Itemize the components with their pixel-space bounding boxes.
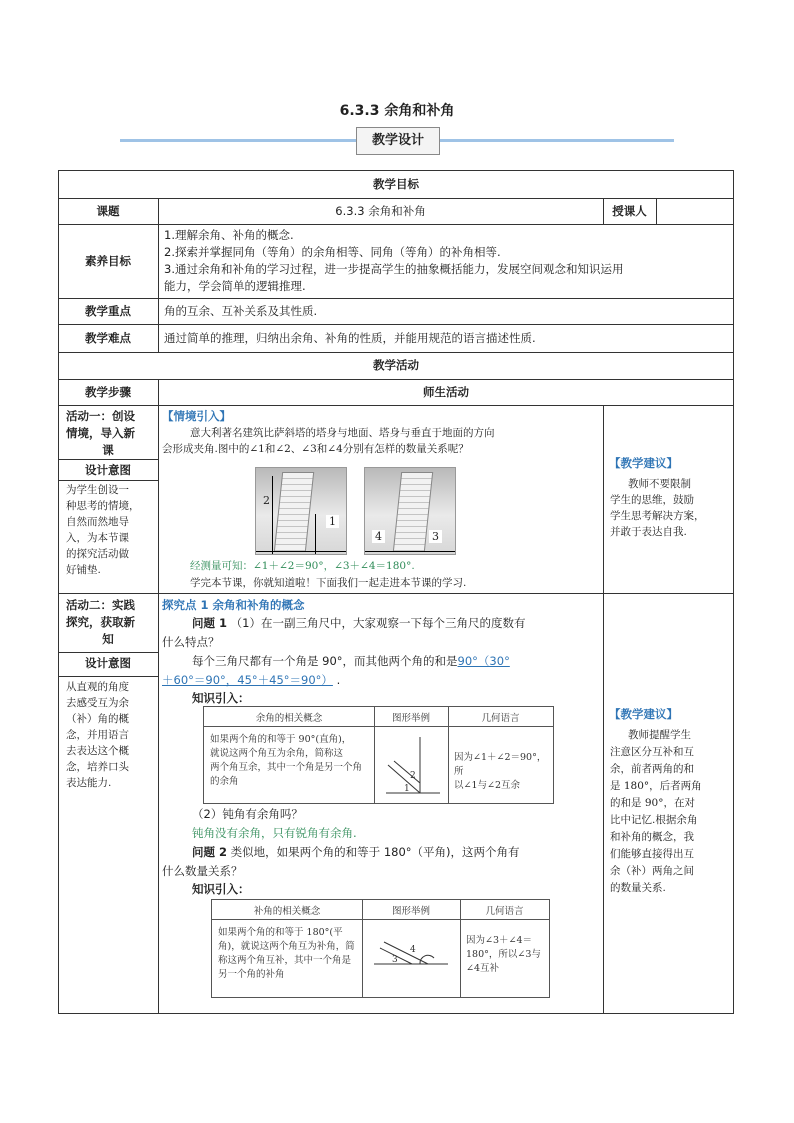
activity-label: 师生活动	[423, 385, 469, 399]
suggestion2-text: 教师提醒学生 注意区分互补和互 余，前者两角的和 是 180°，后者两角 的和是 90°，在对 比中记忆.根据余角 和补角的概念，我 们能够直接得出互 余（补）两角之间 的数量关系.	[610, 729, 702, 894]
comp-header-geometry: 几何语言	[481, 713, 520, 724]
complementary-angle-figure	[384, 731, 442, 797]
activities-header: 教学活动	[373, 358, 419, 372]
comp-header-figure: 图形举例	[391, 713, 430, 724]
banner-rule-left	[120, 139, 356, 142]
complementary-table	[203, 706, 554, 804]
focus-label: 教学重点	[85, 304, 131, 318]
question1b: （2）钝角有余角吗？	[192, 807, 303, 821]
scenario-title: 【情境引入】	[162, 409, 231, 423]
explore-title: 探究点 1 余角和补角的概念	[162, 598, 305, 612]
angle-label: 2	[410, 771, 416, 781]
angle-label: 3	[429, 530, 442, 543]
suggestion2-title: 【教学建议】	[609, 707, 678, 721]
literacy-item: 3.通过余角和补角的学习过程，进一步提高学生的抽象概括能力，发展空间观念和知识运用	[164, 262, 624, 276]
activity1-name: 活动一：创设 情境，导入新 课	[66, 409, 135, 457]
answer1: 每个三角尺都有一个角是 90°，而其他两个角的和是90°（30° ＋60°＝90°，45°＋45°＝90°） .	[162, 654, 510, 687]
activity2-intent-label: 设计意图	[85, 656, 131, 670]
literacy-item: 1.理解余角、补角的概念.	[164, 228, 294, 242]
activity1-intent-label: 设计意图	[85, 463, 131, 477]
topic-label: 课题	[96, 204, 120, 218]
angle-label: 1	[404, 784, 410, 794]
suggestion1-text: 教师不要限制 学生的思维，鼓励 学生思考解决方案， 并敢于表达自我.	[610, 478, 705, 538]
suggestion1-title: 【教学建议】	[609, 456, 678, 470]
steps-label: 教学步骤	[85, 385, 131, 399]
literacy-item: 2.探索并掌握同角（等角）的余角相等、同角（等角）的补角相等.	[164, 245, 501, 259]
question2: 问题 2 类似地，如果两个角的和等于 180°（平角)，这两个角有 什么数量关系？	[162, 845, 520, 878]
banner-rule-right	[438, 139, 674, 142]
tower-image	[274, 472, 314, 552]
scenario-question: 意大利著名建筑比萨斜塔的塔身与地面、塔身与垂直于地面的方向 会形成夹角.图中的∠1和∠2、∠3和∠4分别有怎样的数量关系呢？	[162, 427, 495, 455]
pisa-photo-2	[364, 467, 456, 555]
supp-header-figure: 图形举例	[391, 906, 430, 917]
scenario-closing: 学完本节课，你就知道啦！下面我们一起走进本节课的学习.	[190, 577, 467, 589]
difficulty-label: 教学难点	[85, 331, 131, 345]
goals-header: 教学目标	[373, 177, 419, 191]
comp-header-concept: 余角的相关概念	[255, 713, 323, 724]
angle-label: 3	[392, 955, 398, 965]
angle-label: 2	[263, 494, 270, 507]
measurement-line: 经测量可知：∠1＋∠2＝90°，∠3＋∠4＝180°.	[190, 560, 415, 572]
angle-label: 4	[410, 945, 416, 955]
supp-header-geometry: 几何语言	[485, 906, 524, 917]
focus-value: 角的互余、互补关系及其性质.	[164, 304, 318, 318]
answer1b: 钝角没有余角，只有锐角有余角.	[192, 826, 357, 840]
comp-geometry: 因为∠1＋∠2＝90°，所 以∠1与∠2互余	[454, 752, 547, 791]
comp-concept: 如果两个角的和等于 90°(直角)， 就说这两个角互为余角，简称这 两个角互余，其中一个角是另一个角 的余角	[210, 734, 363, 787]
angle-label: 4	[372, 530, 385, 543]
banner-label: 教学设计	[356, 127, 440, 155]
difficulty-value: 通过简单的推理，归纳出余角、补角的性质，并能用规范的语言描述性质.	[164, 331, 536, 345]
topic-value: 6.3.3 余角和补角	[335, 204, 426, 218]
angle-label: 1	[326, 515, 339, 528]
supplementary-table	[211, 899, 550, 998]
literacy-label: 素养目标	[85, 254, 131, 268]
teacher-label: 授课人	[612, 204, 647, 218]
supp-concept: 如果两个角的和等于 180°(平 角)，就说这两个角互为补角，简 称这两个角互补，其中一个角是 另一个角的补角	[218, 927, 355, 980]
knowledge-label-1: 知识引入：	[192, 691, 250, 705]
supp-geometry: 因为∠3＋∠4＝ 180°，所以∠3与 ∠4互补	[466, 935, 541, 974]
document-title: 6.3.3 余角和补角	[339, 103, 455, 119]
activity2-intent: 从直观的角度 去感受互为余 （补）角的概 念，并用语言 去表达这个概 念，培养口头 表达能力.	[66, 681, 129, 789]
tower-image	[393, 472, 433, 552]
supp-header-concept: 补角的相关概念	[253, 906, 321, 917]
activity1-intent: 为学生创设一 种思考的情境， 自然而然地导 入，为本节课 的探究活动做 好铺垫.	[66, 484, 140, 576]
activity2-name: 活动二：实践 探究，获取新 知	[66, 598, 135, 646]
question1: 问题 1 （1）在一副三角尺中，大家观察一下每个三角尺的度数有 什么特点？	[162, 616, 526, 649]
knowledge-label-2: 知识引入：	[192, 882, 250, 896]
literacy-goals	[164, 227, 730, 295]
pisa-photo-1	[255, 467, 347, 555]
literacy-item: 能力，学会简单的逻辑推理.	[164, 279, 306, 293]
supplementary-angle-figure	[372, 934, 452, 974]
